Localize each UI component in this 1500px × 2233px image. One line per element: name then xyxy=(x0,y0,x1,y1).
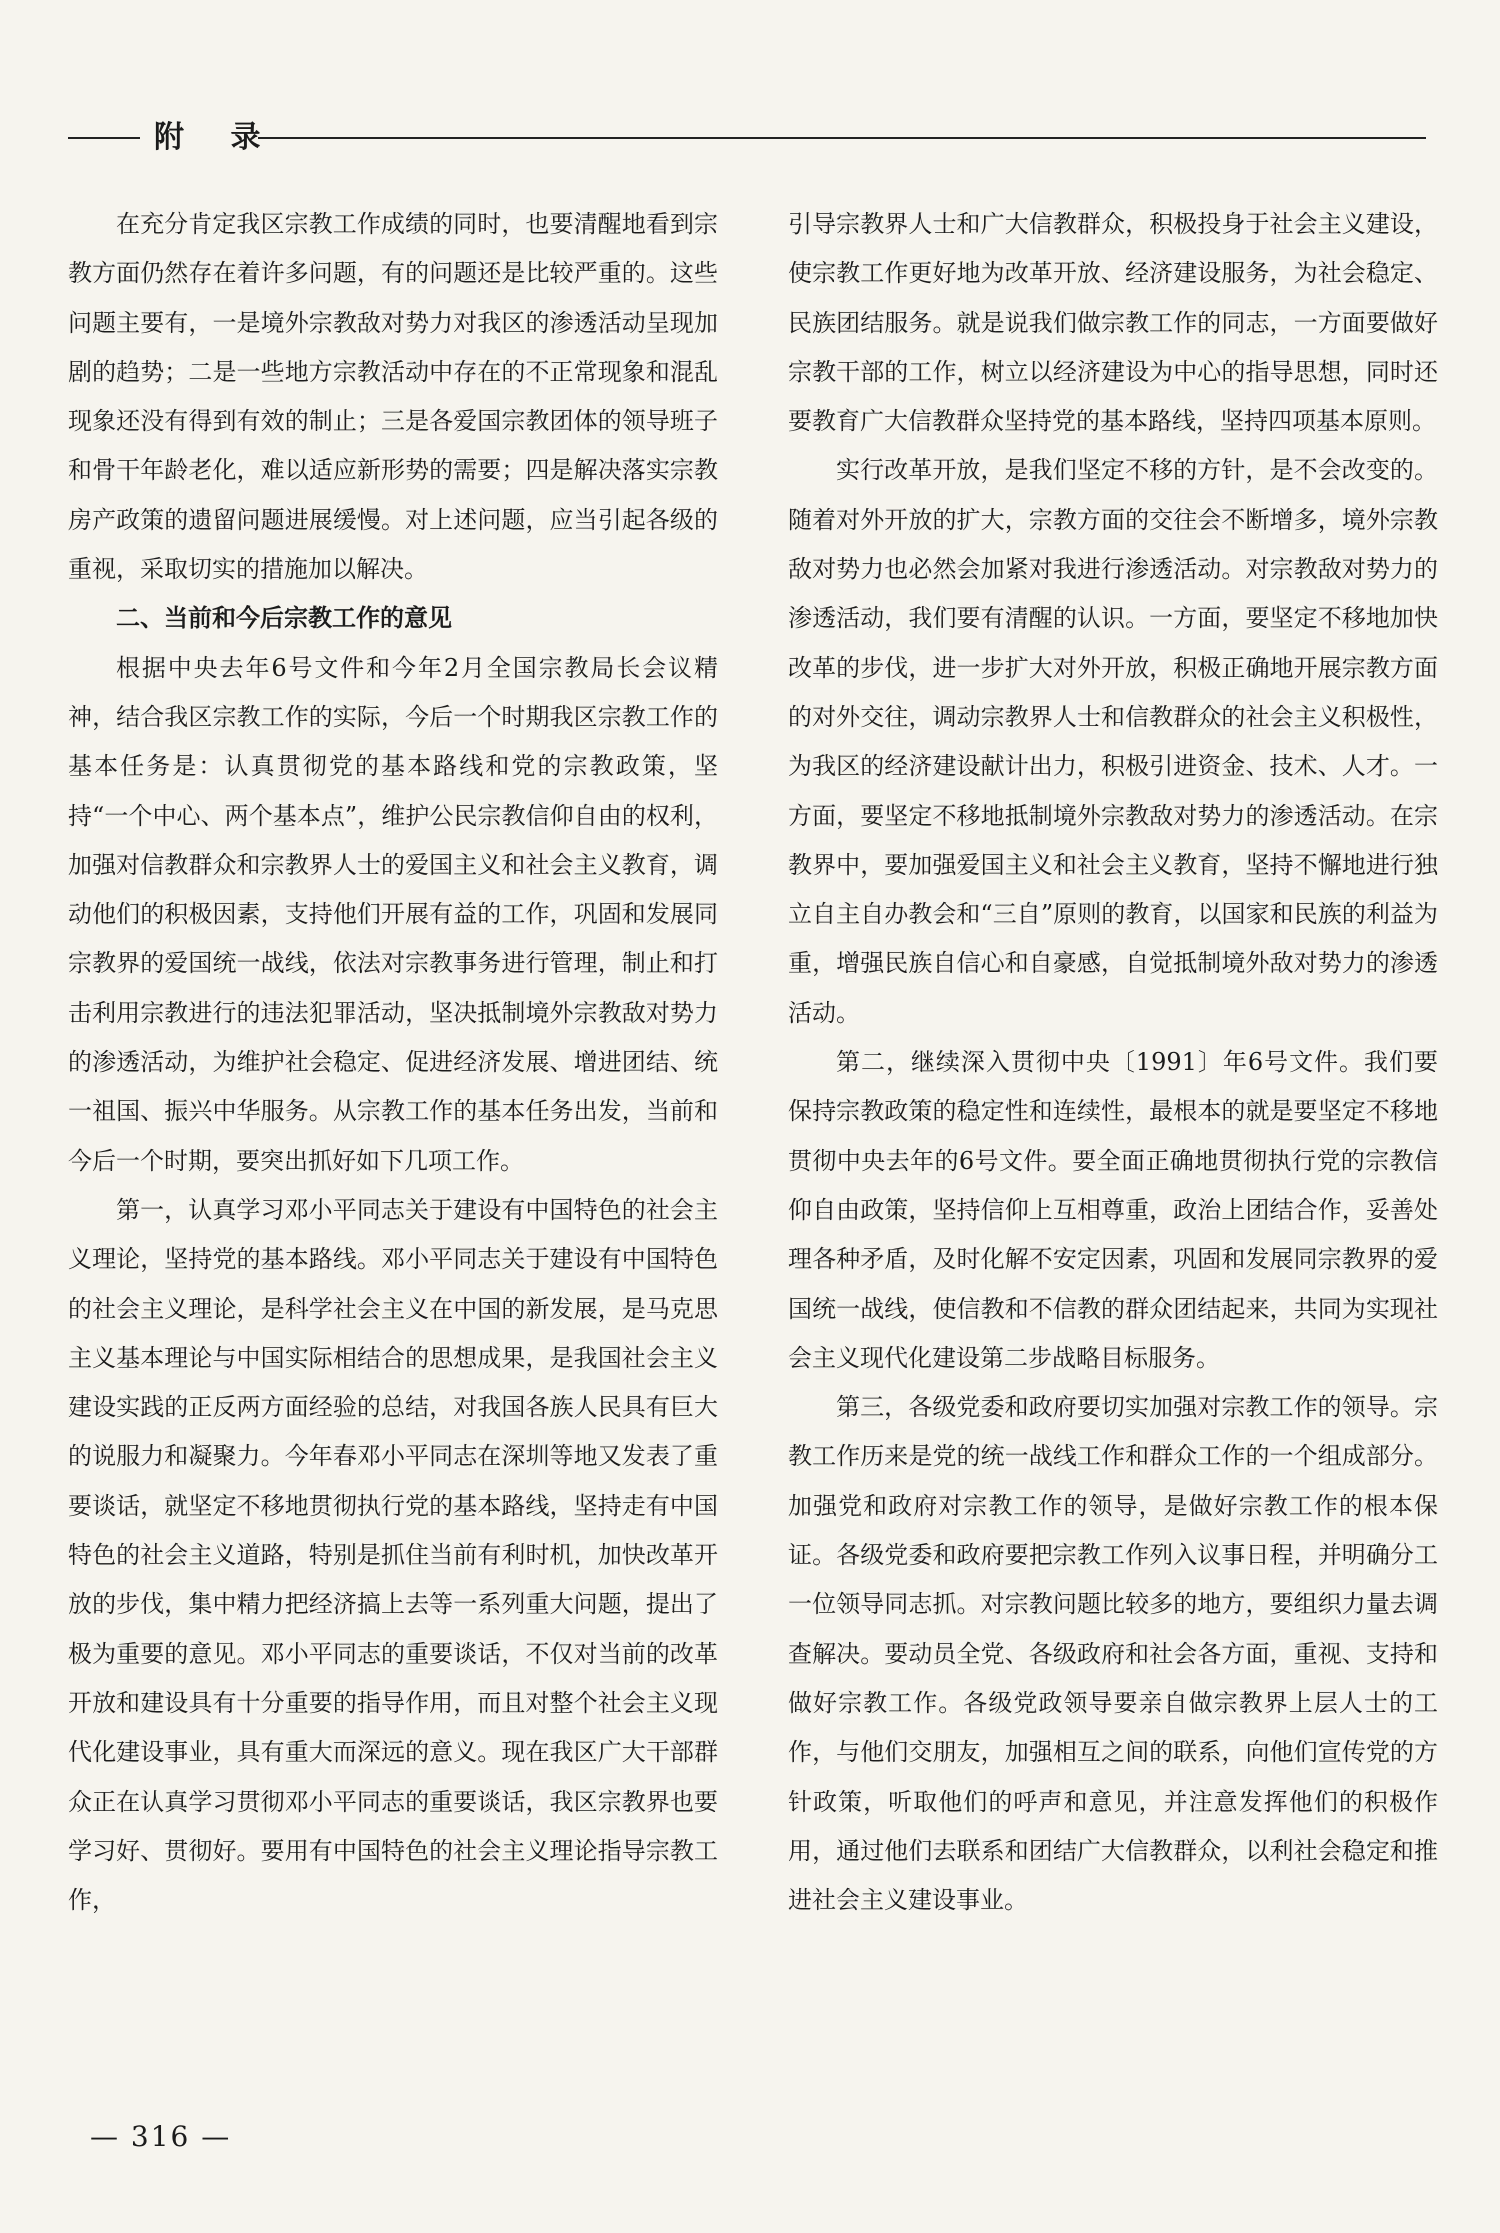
section-heading: 二、当前和今后宗教工作的意见 xyxy=(116,604,452,633)
paragraph: 第二，继续深入贯彻中央〔1991〕年6号文件。我们要保持宗教政策的稳定性和连续性，最根本的就是要坚定不移地贯彻中央去年的6号文件。要全面正确地贯彻执行党的宗教信仰自由政策，坚持信仰上互相尊重，政治上团结合作，妥善处理各种矛盾，及时化解不安定因素，巩固和发展同宗教界的爱国统一战线，使信教和不信教的群众团结起来，共同为实现社会主义现代化建设第二步战略目标服务。 xyxy=(788,1048,1438,1372)
page-number: — 316 — xyxy=(90,2120,232,2153)
left-column xyxy=(68,200,718,1925)
paragraph: 实行改革开放，是我们坚定不移的方针，是不会改变的。随着对外开放的扩大，宗教方面的交往会不断增多，境外宗教敌对势力也必然会加紧对我进行渗透活动。对宗教敌对势力的渗透活动，我们要有清醒的认识。一方面，要坚定不移地加快改革的步伐，进一步扩大对外开放，积极正确地开展宗教方面的对外交往，调动宗教界人士和信教群众的社会主义积极性，为我区的经济建设献计出力，积极引进资金、技术、人才。一方面，要坚定不移地抵制境外宗教敌对势力的渗透活动。在宗教界中，要加强爱国主义和社会主义教育，坚持不懈地进行独立自主自办教会和“三自”原则的教育，以国家和民族的利益为重，增强民族自信心和自豪感，自觉抵制境外敌对势力的渗透活动。 xyxy=(788,456,1438,1027)
running-header xyxy=(68,118,1426,158)
header-dash xyxy=(68,137,140,139)
section-title: 附 录 xyxy=(154,120,279,155)
right-column xyxy=(788,200,1438,1925)
paragraph: 第一，认真学习邓小平同志关于建设有中国特色的社会主义理论，坚持党的基本路线。邓小平同志关于建设有中国特色的社会主义理论，是科学社会主义在中国的新发展，是马克思主义基本理论与中国实际相结合的思想成果，是我国社会主义建设实践的正反两方面经验的总结，对我国各族人民具有巨大的说服力和凝聚力。今年春邓小平同志在深圳等地又发表了重要谈话，就坚定不移地贯彻执行党的基本路线，坚持走有中国特色的社会主义道路，特别是抓住当前有利时机，加快改革开放的步伐，集中精力把经济搞上去等一系列重大问题，提出了极为重要的意见。邓小平同志的重要谈话，不仅对当前的改革开放和建设具有十分重要的指导作用，而且对整个社会主义现代化建设事业，具有重大而深远的意义。现在我区广大干部群众正在认真学习贯彻邓小平同志的重要谈话，我区宗教界也要学习好、贯彻好。要用有中国特色的社会主义理论指导宗教工作， xyxy=(68,1195,718,1915)
header-rule xyxy=(258,137,1426,139)
paragraph: 在充分肯定我区宗教工作成绩的同时，也要清醒地看到宗教方面仍然存在着许多问题，有的问题还是比较严重的。这些问题主要有，一是境外宗教敌对势力对我区的渗透活动呈现加剧的趋势；二是一些地方宗教活动中存在的不正常现象和混乱现象还没有得到有效的制止；三是各爱国宗教团体的领导班子和骨干年龄老化，难以适应新形势的需要；四是解决落实宗教房产政策的遗留问题进展缓慢。对上述问题，应当引起各级的重视，采取切实的措施加以解决。 xyxy=(68,210,718,584)
paragraph: 第三，各级党委和政府要切实加强对宗教工作的领导。宗教工作历来是党的统一战线工作和群众工作的一个组成部分。加强党和政府对宗教工作的领导，是做好宗教工作的根本保证。各级党委和政府要把宗教工作列入议事日程，并明确分工一位领导同志抓。对宗教问题比较多的地方，要组织力量去调查解决。要动员全党、各级政府和社会各方面，重视、支持和做好宗教工作。各级党政领导要亲自做宗教界上层人士的工作，与他们交朋友，加强相互之间的联系，向他们宣传党的方针政策，听取他们的呼声和意见，并注意发挥他们的积极作用，通过他们去联系和团结广大信教群众，以利社会稳定和推进社会主义建设事业。 xyxy=(788,1393,1438,1915)
paragraph-continued: 引导宗教界人士和广大信教群众，积极投身于社会主义建设，使宗教工作更好地为改革开放、经济建设服务，为社会稳定、民族团结服务。就是说我们做宗教工作的同志，一方面要做好宗教干部的工作，树立以经济建设为中心的指导思想，同时还要教育广大信教群众坚持党的基本路线，坚持四项基本原则。 xyxy=(788,210,1438,436)
paragraph: 根据中央去年6号文件和今年2月全国宗教局长会议精神，结合我区宗教工作的实际，今后一个时期我区宗教工作的基本任务是：认真贯彻党的基本路线和党的宗教政策，坚持“一个中心、两个基本点”，维护公民宗教信仰自由的权利，加强对信教群众和宗教界人士的爱国主义和社会主义教育，调动他们的积极因素，支持他们开展有益的工作，巩固和发展同宗教界的爱国统一战线，依法对宗教事务进行管理，制止和打击利用宗教进行的违法犯罪活动，坚决抵制境外宗教敌对势力的渗透活动，为维护社会稳定、促进经济发展、增进团结、统一祖国、振兴中华服务。从宗教工作的基本任务出发，当前和今后一个时期，要突出抓好如下几项工作。 xyxy=(68,653,718,1175)
